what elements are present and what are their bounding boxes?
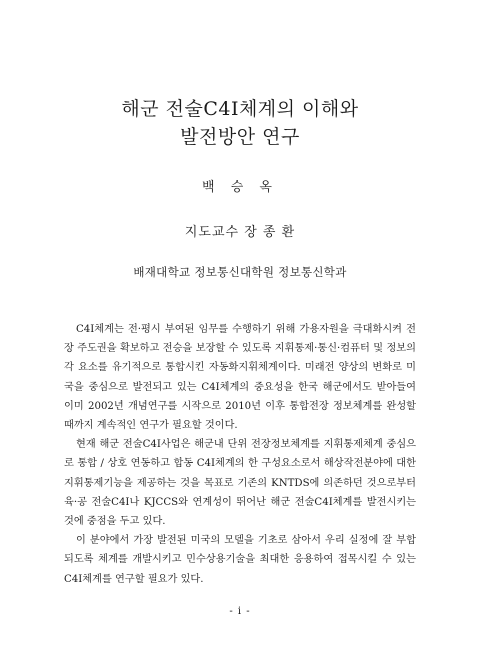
- advisor-name: 지도교수 장 종 환: [184, 225, 296, 240]
- abstract-body: [64, 320, 416, 589]
- title-line-1: 해군 전술C4I체계의 이해와: [121, 98, 359, 120]
- title-line-2: 발전방안 연구: [180, 126, 300, 148]
- abstract-paragraph-2: 현재 해군 전술C4I사업은 해군내 단위 전장정보체계를 지휘통제체계 중심으로 통합 / 상호 연동하고 합동 C4I체계의 한 구성요소로서 해상작전분야에 대한 지휘통제기능을 제공하는 것을 목표로 기존의 KNTDS에 의존하던 것으로부터 육·공 전술C4I나 KJCCS와 연계성이 뛰어난 해군 전술C4I체계를 발전시키는 것에 중점을 두고 있다.: [64, 439, 416, 528]
- page-number: - i -: [229, 606, 251, 617]
- abstract-paragraph-1: C4I체계는 전·평시 부여된 임무를 수행하기 위해 가용자원을 극대화시켜 전장 주도권을 확보하고 전승을 보장할 수 있도록 지휘통제·통신·컴퓨터 및 정보의 각 요소를 유기적으로 통합시킨 자동화지휘체계이다. 미래전 양상의 변화로 미국을 중심으로 발전되고 있는 C4I체계의 중요성을 한국 해군에서도 받아들여 이미 2002년 개념연구를 시작으로 2010년 이후 통합전장 정보체계를 완성할 때까지 계속적인 연구가 필요할 것이다.: [64, 324, 416, 432]
- abstract-paragraph-3: 이 분야에서 가장 발전된 미국의 모델을 기초로 삼아서 우리 실정에 잘 부합되도록 체계를 개발시키고 민수상용기술을 최대한 응용하여 접목시킬 수 있는 C4I체계를 연구할 필요가 있다.: [64, 535, 416, 585]
- author-name: 백 승 옥: [202, 180, 278, 195]
- affiliation: 배재대학교 정보통신대학원 정보통신학과: [133, 265, 347, 279]
